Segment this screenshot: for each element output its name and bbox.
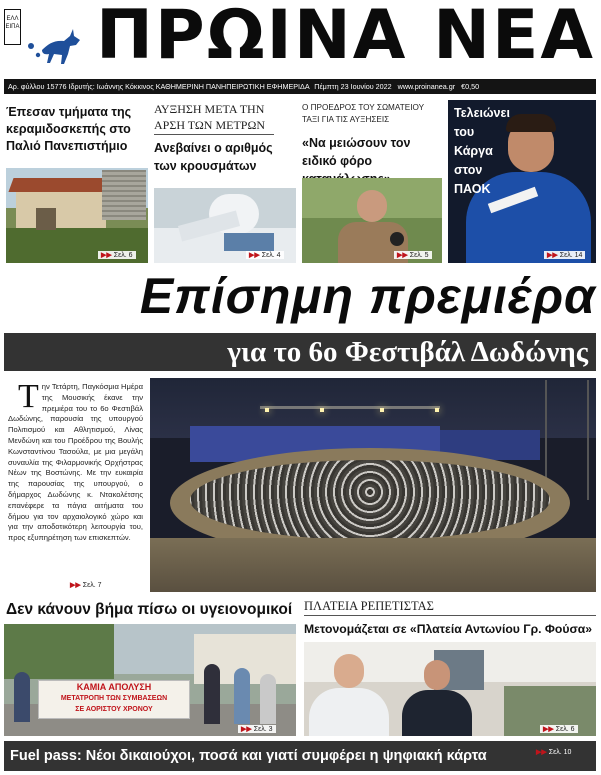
top-story-2 — [152, 100, 295, 263]
footer-bar — [4, 741, 596, 771]
story-4-headline: Τελειώνει του Κάργα στον ΠΑΟΚ — [454, 106, 510, 196]
footer-page-ref[interactable]: ▶▶ Σελ. 10 — [536, 749, 572, 756]
bottom-right-headline: Μετονομάζεται σε «Πλατεία Αντωνίου Γρ. Φούσα» — [304, 622, 593, 636]
masthead-title: ΠΡΩΙΝΑ ΝΕΑ — [96, 0, 596, 72]
main-subhead: για το 6ο Φεστιβάλ Δωδώνης — [227, 336, 588, 368]
info-bar: Αρ. φύλλου 15776 Ιδρυτής: Ιωάννης Κόκκινος ΚΑΘΗΜΕΡΙΝΗ ΠΑΝΗΠΕΙΡΩΤΙΚΗ ΕΦΗΜΕΡΙΔΑ Πέμπτη 23 Ιουνίου 2022 www.proinanea.gr €0,50 — [4, 79, 596, 94]
bottom-right-kicker: ΠΛΑΤΕΙΑ ΡΕΠΕΤΙΣΤΑΣ — [304, 599, 434, 613]
bottom-right-photo — [304, 642, 596, 736]
main-headline: Επίσημη πρεμιέρα — [139, 268, 596, 324]
story-3-headline: «Να μειώσουν τον ειδικό φόρο — [302, 136, 411, 168]
story-1-photo — [6, 168, 148, 263]
main-body — [8, 378, 143, 544]
story-3-kicker: Ο ΠΡΟΕΔΡΟΣ ΤΟΥ ΣΩΜΑΤΕΙΟΥ ΤΑΞΙ ΓΙΑ ΤΙΣ ΑΥΞΗΣΕΙΣ — [302, 103, 424, 124]
goat-logo-icon — [24, 26, 90, 66]
main-subhead-bar — [4, 333, 596, 371]
bottom-right-page-ref[interactable]: ▶▶ Σελ. 6 — [540, 725, 578, 733]
bottom-left-photo — [4, 624, 296, 736]
page-arrow-icon: ▶▶ — [547, 252, 558, 259]
page-arrow-icon: ▶▶ — [101, 252, 112, 259]
story-1-page-ref[interactable]: ▶▶ Σελ. 6 — [98, 251, 136, 259]
page-arrow-icon: ▶▶ — [397, 252, 408, 259]
bottom-left-headline: Δεν κάνουν βήμα πίσω οι υγειονομικοί — [6, 601, 293, 618]
masthead — [0, 0, 601, 78]
page-arrow-icon: ▶▶ — [536, 749, 547, 756]
story-2-headline: Ανεβαίνει ο αριθμός των κρουσμάτων — [154, 141, 273, 173]
masthead-badge: ΕΛΛ ΕΙΠΑ — [4, 9, 21, 45]
story-2-kicker: ΑΥΞΗΣΗ ΜΕΤΑ ΤΗΝ ΑΡΣΗ ΤΩΝ ΜΕΤΡΩΝ — [154, 102, 266, 132]
top-story-4 — [448, 100, 596, 263]
page-arrow-icon: ▶▶ — [543, 726, 554, 733]
page-arrow-icon: ▶▶ — [241, 726, 252, 733]
top-story-3 — [300, 100, 443, 263]
footer-headline: Fuel pass: Νέοι δικαιούχοι, ποσά και γιατί συμφέρει η ψηφιακή κάρτα — [10, 748, 487, 764]
main-photo — [150, 378, 596, 592]
main-body-text: ην Τετάρτη, Παγκόσμια Ημέρα της Μουσικής έκανε την πρεμιέρα του το 6ο Φεστιβάλ Δωδώνης, παρουσία της υπουργού Πολιτισμού και Αθλητισμού, Λίνας Μενδώνη και του Προέδρου της Βουλής Κωνσταντίνου Τασούλα, με μια μεγάλη συναυλία της Φιλαρμονικής Ορχήστρας Νέων της Βοστώνης. Με την ευκαιρία της παρουσίας της υπουργού, ο δήμαρχος Δωδώνης κ. Ντακολέτσης επανέφερε τα πάγια αιτήματα του δήμου για τον αρχαιολογικό χώρο και για την αποδοτικότερη λειτουργία του, προς εξυπηρέτηση των επισκεπτών. — [8, 382, 143, 543]
main-dropcap: Τ — [18, 378, 39, 415]
story-4-page-ref[interactable]: ▶▶ Σελ. 14 — [544, 251, 585, 259]
story-2-page-ref[interactable]: ▶▶ Σελ. 4 — [246, 251, 284, 259]
protest-banner: ΚΑΜΙΑ ΑΠΟΛΥΣΗ ΜΕΤΑΤΡΟΠΗ ΤΩΝ ΣΥΜΒΑΣΕΩΝ ΣΕ ΑΟΡΙΣΤΟΥ ΧΡΟΝΟΥ — [38, 680, 190, 719]
top-story-1 — [4, 100, 147, 263]
bottom-left-page-ref[interactable]: ▶▶ Σελ. 3 — [238, 725, 276, 733]
page-arrow-icon: ▶▶ — [70, 582, 81, 589]
story-3-page-ref[interactable]: ▶▶ Σελ. 5 — [394, 251, 432, 259]
page-arrow-icon: ▶▶ — [249, 252, 260, 259]
main-page-ref[interactable]: ▶▶ Σελ. 7 — [70, 582, 102, 589]
story-1-headline: Έπεσαν τμήματα της κεραμιδοσκεπής στο Παλιό Πανεπιστήμιο — [6, 105, 132, 153]
